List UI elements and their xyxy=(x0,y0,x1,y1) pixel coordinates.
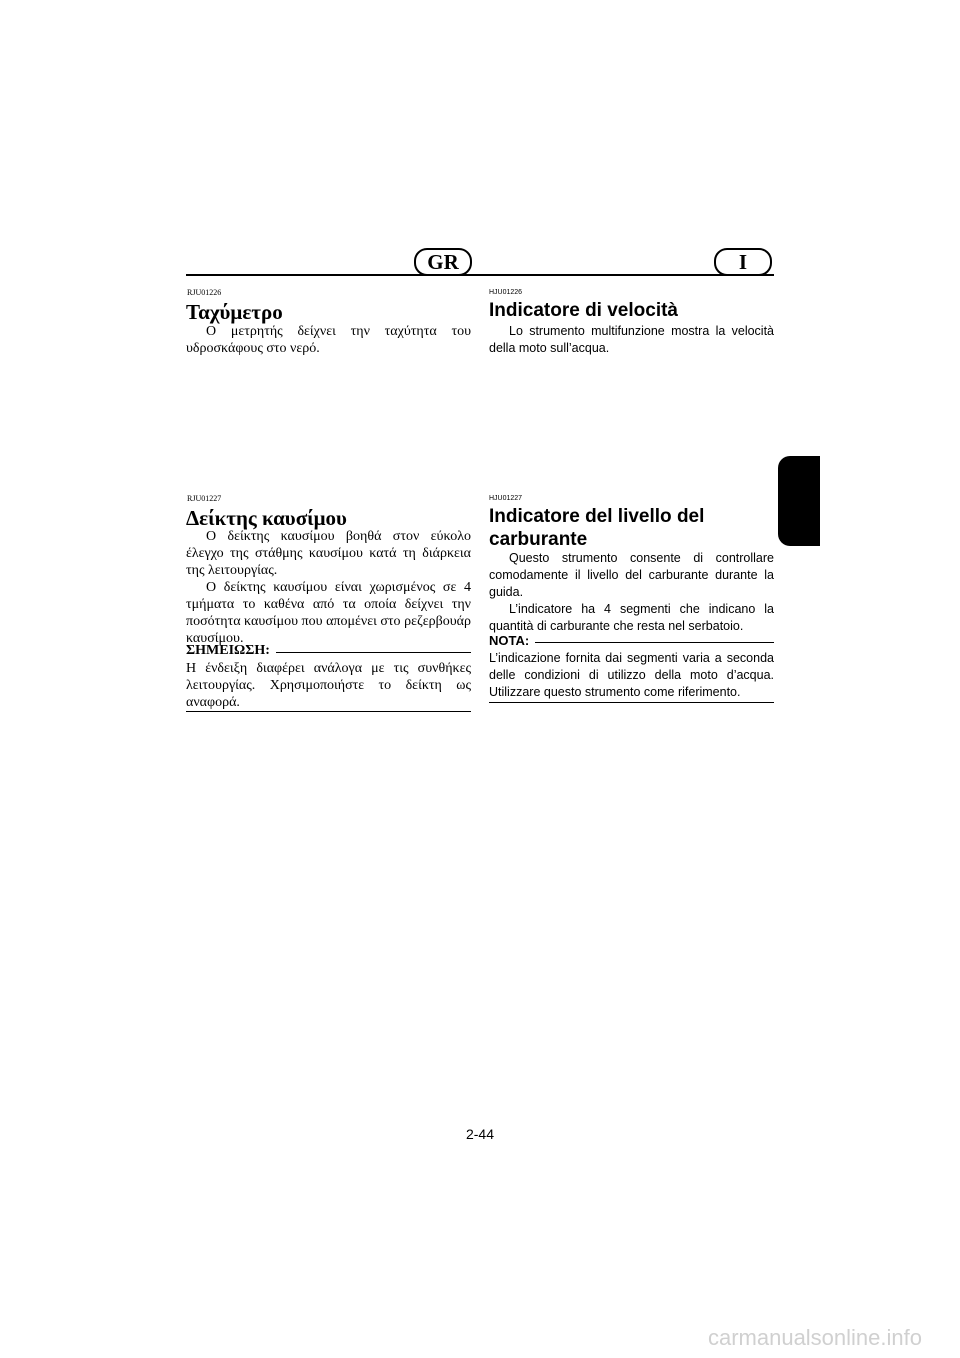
section-title-speedometer: Indicatore di velocità xyxy=(489,300,678,321)
note-text: Η ένδειξη διαφέρει ανάλογα με τις συνθήκες λειτουργίας. Χρησιμοποιήστε το δείκτη ως αναφορά. xyxy=(186,661,471,710)
fuel-gauge-paragraph-2: L’indicatore ha 4 segmenti che indicano la quantità di carburante che resta nel serbatoio. xyxy=(489,602,774,633)
note-end-rule xyxy=(186,711,471,712)
section-code: HJU01227 xyxy=(489,495,523,502)
note-end-rule xyxy=(489,702,774,703)
section-title-fuel-gauge-line-2: carburante xyxy=(489,529,588,550)
section-title-speedometer: Ταχύμετρο xyxy=(186,300,283,324)
section-code: HJU01226 xyxy=(489,289,523,296)
section-code: RJU01227 xyxy=(187,494,222,503)
chapter-tab xyxy=(778,456,820,546)
speedometer-body: Ο μετρητής δείχνει την ταχύτητα του υδροσκάφους στο νερό. xyxy=(186,324,471,356)
note-heading-rule xyxy=(535,642,774,643)
note-label: NOTA: xyxy=(489,633,530,648)
section-title-fuel-gauge-line-1: Indicatore del livello del xyxy=(489,506,705,527)
fuel-gauge-paragraph-1: Ο δείκτης καυσίμου βοηθά στον εύκολο έλεγχο της στάθμης καυσίμου κατά τη διάρκεια της λειτουργίας. xyxy=(186,529,471,578)
section-title-fuel-gauge: Δείκτης καυσίμου xyxy=(186,506,347,530)
note-heading xyxy=(186,642,471,659)
page-number: 2-44 xyxy=(465,1126,495,1142)
fuel-gauge-paragraph-1: Questo strumento consente di controllare comodamente il livello del carburante durante la guida. xyxy=(489,551,774,599)
note-heading xyxy=(489,632,774,649)
section-code: RJU01226 xyxy=(187,288,222,297)
note-text: L’indicazione fornita dai segmenti varia a seconda delle condizioni di utilizzo della moto d’acqua. Utilizzare questo strumento come riferimento. xyxy=(489,651,774,699)
note-label: ΣΗΜΕΙΩΣΗ: xyxy=(186,643,270,658)
language-badge-greek: GR xyxy=(414,248,472,276)
speedometer-body: Lo strumento multifunzione mostra la velocità della moto sull’acqua. xyxy=(489,324,774,355)
watermark: carmanualsonline.info xyxy=(707,1325,922,1350)
header-rule xyxy=(186,274,774,276)
language-badge-italian: I xyxy=(714,248,772,276)
fuel-gauge-paragraph-2: Ο δείκτης καυσίμου είναι χωρισμένος σε 4 τμήματα το καθένα από τα οποία δείχνει την ποσότητα καυσίμου που απομένει στο ρεζερβουάρ καυσίμου. xyxy=(186,580,471,646)
note-heading-rule xyxy=(276,652,471,653)
